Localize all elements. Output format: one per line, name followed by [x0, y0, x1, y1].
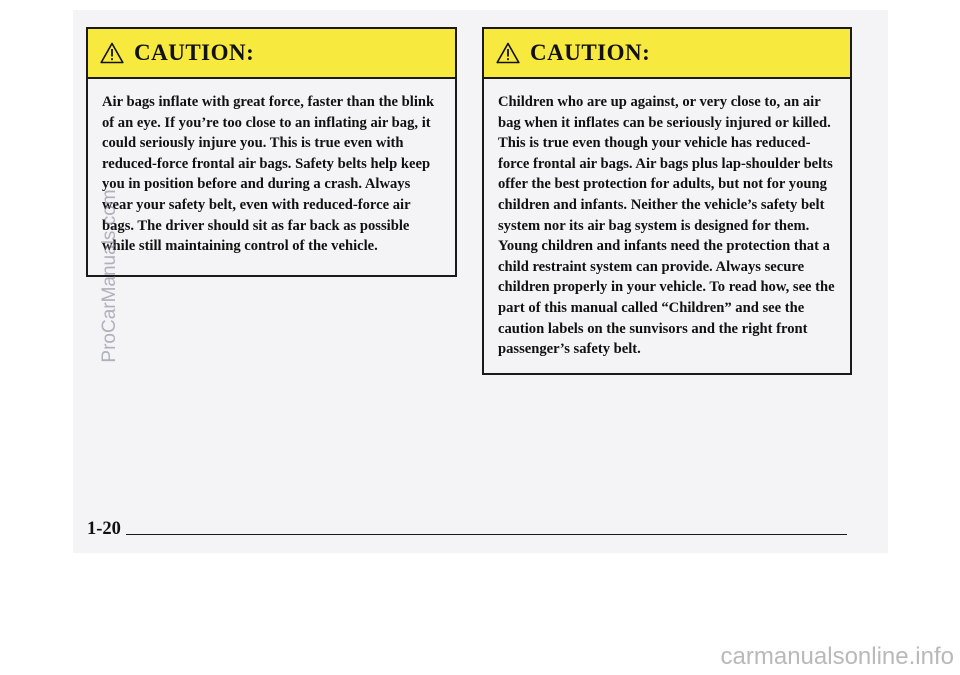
footer-divider	[126, 534, 847, 535]
caution-box-right	[482, 27, 852, 375]
caution-text: Children who are up against, or very close to, an air bag when it inflates can be seriously injured or killed. This is true even though your vehicle has reduced-force frontal air bags. Air bags plus lap-shoulder belts offer the best protection for adults, but not for young children and infants. Neither the vehicle’s safety belt system nor its air bag system is designed for them. Young children and infants need the protection that a child restraint system can provide. Always secure children properly in your vehicle. To read how, see the part of this manual called “Children” and see the caution labels on the sunvisors and the right front passenger’s safety belt.	[498, 94, 835, 358]
caution-text: Air bags inflate with great force, faster than the blink of an eye. If you’re too close to an inflating air bag, it could seriously injure you. This is true even with reduced-force frontal air bags. Safety belts help keep you in position before and during a crash. Always wear your safety belt, even with reduced-force air bags. The driver should sit as far back as possible while still maintaining control of the vehicle.	[102, 94, 435, 255]
warning-triangle-icon	[100, 42, 124, 64]
caution-header	[88, 29, 455, 79]
page-number: 1-20	[87, 519, 121, 539]
watermark-side: ProCarManuals.com	[99, 189, 120, 363]
caution-title: CAUTION:	[134, 40, 255, 65]
caution-header	[484, 29, 850, 79]
caution-box-left	[86, 27, 457, 277]
caution-title: CAUTION:	[530, 40, 651, 65]
watermark-bottom: carmanualsonline.info	[720, 643, 954, 670]
warning-triangle-icon	[496, 42, 520, 64]
